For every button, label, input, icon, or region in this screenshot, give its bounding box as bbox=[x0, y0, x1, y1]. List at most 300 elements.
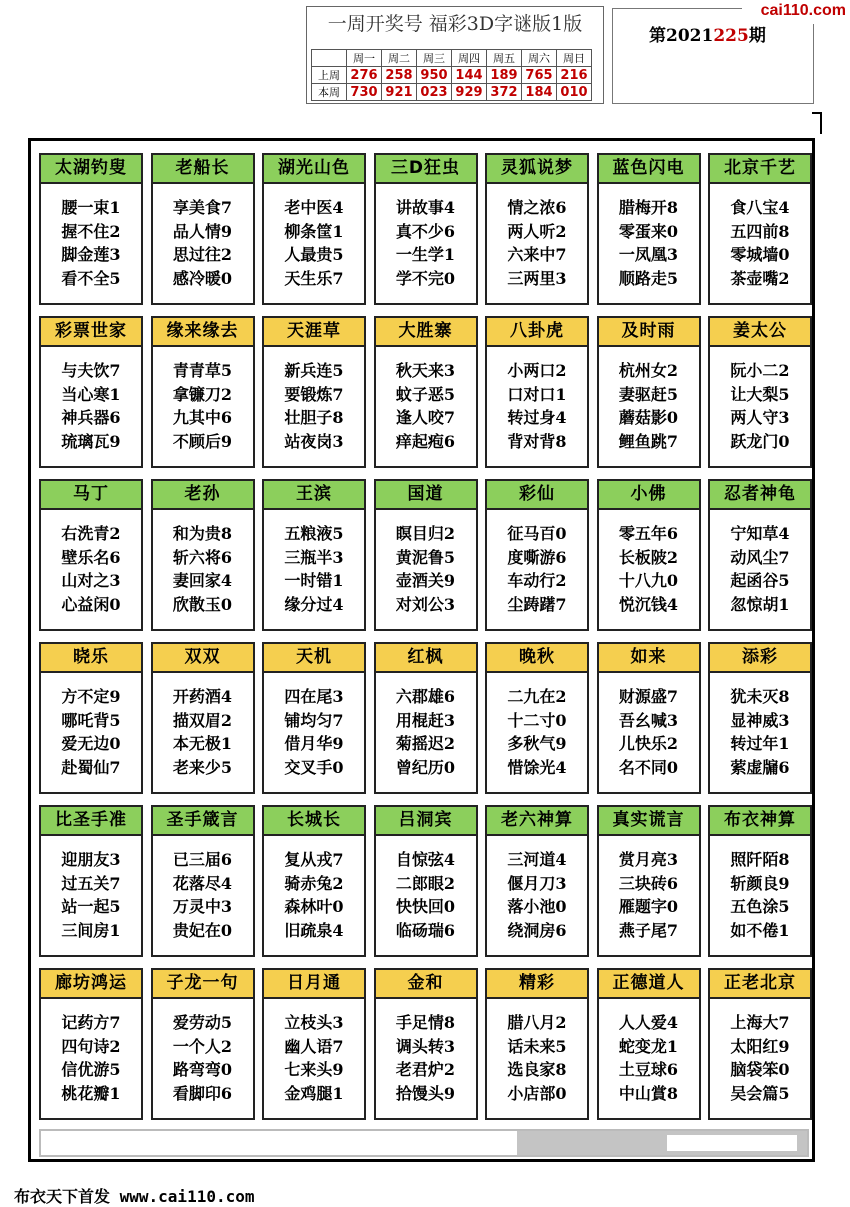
riddle-line: 征马百0 bbox=[507, 524, 567, 543]
riddle-line: 缘分过4 bbox=[284, 594, 344, 614]
riddle-line: 忽惊胡1 bbox=[730, 594, 790, 614]
riddle-line: 显神威3 bbox=[730, 710, 790, 730]
riddle-line: 四句诗2 bbox=[61, 1036, 121, 1056]
riddle-line: 选良家8 bbox=[507, 1060, 567, 1079]
day-label: 周一 bbox=[347, 50, 382, 67]
riddle-line: 一凤凰3 bbox=[618, 245, 679, 264]
riddle-line: 当心寒1 bbox=[61, 384, 121, 404]
riddle-lines bbox=[710, 347, 810, 453]
riddle-line: 快快回0 bbox=[395, 897, 456, 916]
riddle-line: 已三届6 bbox=[172, 850, 233, 869]
riddle-cell-title: 蓝色闪电 bbox=[599, 155, 699, 184]
riddle-line: 爱无边0 bbox=[61, 734, 121, 753]
riddle-line: 信优游5 bbox=[61, 1060, 121, 1079]
riddle-cell bbox=[597, 316, 701, 468]
riddle-lines bbox=[487, 999, 587, 1105]
last-week-label: 上周 bbox=[312, 67, 347, 84]
riddle-cell-title: 晚秋 bbox=[487, 644, 587, 673]
riddle-line: 赏月亮3 bbox=[618, 850, 679, 869]
riddle-line: 名不同0 bbox=[618, 757, 679, 777]
riddle-cell-title: 天涯草 bbox=[264, 318, 364, 347]
riddle-line: 十八九0 bbox=[618, 571, 679, 590]
riddle-line: 幽人语7 bbox=[284, 1036, 344, 1056]
riddle-lines bbox=[41, 184, 141, 290]
riddle-cell-title: 小佛 bbox=[599, 481, 699, 510]
riddle-cell bbox=[39, 479, 143, 631]
riddle-cell-title: 王滨 bbox=[264, 481, 364, 510]
draw-number: 144 bbox=[452, 67, 487, 84]
riddle-line: 背对背8 bbox=[507, 431, 567, 451]
riddle-line: 吴会篇5 bbox=[730, 1083, 790, 1103]
riddle-lines bbox=[41, 836, 141, 942]
day-label: 周三 bbox=[417, 50, 452, 67]
riddle-line: 蛇变龙1 bbox=[618, 1036, 679, 1056]
riddle-line: 口对口1 bbox=[507, 384, 567, 404]
riddle-line: 站夜岗3 bbox=[284, 431, 344, 451]
riddle-line: 让大梨5 bbox=[730, 384, 790, 404]
draw-number: 950 bbox=[417, 67, 452, 84]
riddle-line: 六来中7 bbox=[507, 245, 567, 264]
riddle-line: 妻驱赶5 bbox=[618, 384, 679, 404]
riddle-line: 九其中6 bbox=[172, 408, 233, 427]
riddle-line: 花落尽4 bbox=[172, 873, 233, 893]
riddle-line: 吾幺喊3 bbox=[618, 710, 679, 730]
riddle-line: 蚊子恶5 bbox=[395, 384, 456, 404]
riddle-lines bbox=[376, 184, 476, 290]
riddle-lines bbox=[376, 510, 476, 616]
riddle-cell bbox=[708, 479, 812, 631]
riddle-line: 真不少6 bbox=[395, 221, 456, 241]
riddle-line: 土豆球6 bbox=[618, 1060, 679, 1079]
issue-highlight: 225 bbox=[713, 26, 749, 46]
riddle-cell bbox=[485, 805, 589, 957]
riddle-lines bbox=[599, 347, 699, 453]
riddle-line: 中山賞8 bbox=[618, 1083, 679, 1103]
riddle-cell-title: 及时雨 bbox=[599, 318, 699, 347]
riddle-line: 上海大7 bbox=[730, 1013, 790, 1032]
riddle-lines bbox=[710, 673, 810, 779]
riddle-cell-title: 如来 bbox=[599, 644, 699, 673]
riddle-cell-title: 国道 bbox=[376, 481, 476, 510]
riddle-line: 情之浓6 bbox=[507, 198, 567, 217]
riddle-cell bbox=[374, 479, 478, 631]
riddle-line: 描双眉2 bbox=[172, 710, 233, 730]
riddle-cell-title: 忍者神龟 bbox=[710, 481, 810, 510]
riddle-line: 用棍赶3 bbox=[395, 710, 456, 730]
riddle-lines bbox=[376, 836, 476, 942]
riddle-line: 五粮液5 bbox=[284, 524, 344, 543]
issue-suffix: 期 bbox=[748, 26, 766, 46]
riddle-cell-title: 缘来缘去 bbox=[153, 318, 253, 347]
riddle-line: 山对之3 bbox=[61, 571, 121, 590]
bottom-bar bbox=[39, 1129, 809, 1157]
riddle-line: 燕子尾7 bbox=[618, 920, 679, 940]
riddle-line: 五色涂5 bbox=[730, 897, 790, 916]
riddle-cell-title: 精彩 bbox=[487, 970, 587, 999]
riddle-line: 贵妃在0 bbox=[172, 920, 233, 940]
riddle-line: 青青草5 bbox=[172, 361, 233, 380]
draw-number: 372 bbox=[487, 84, 522, 101]
draw-number: 189 bbox=[487, 67, 522, 84]
riddle-line: 要锻炼7 bbox=[284, 384, 344, 404]
riddle-cell-title: 正老北京 bbox=[710, 970, 810, 999]
draw-number: 765 bbox=[522, 67, 557, 84]
riddle-line: 看脚印6 bbox=[172, 1083, 233, 1103]
riddle-cell bbox=[597, 479, 701, 631]
riddle-line: 两人听2 bbox=[507, 221, 567, 241]
day-label: 周六 bbox=[522, 50, 557, 67]
riddle-cell-title: 老孙 bbox=[153, 481, 253, 510]
riddle-cell bbox=[485, 642, 589, 794]
riddle-board bbox=[28, 138, 815, 1162]
riddle-cell-title: 马丁 bbox=[41, 481, 141, 510]
riddle-cell bbox=[151, 642, 255, 794]
riddle-line: 复从戎7 bbox=[284, 850, 344, 869]
riddle-line: 动风尘7 bbox=[730, 547, 790, 567]
riddle-line: 思过往2 bbox=[172, 245, 233, 264]
riddle-line: 尘踌躇7 bbox=[507, 594, 567, 614]
riddle-line: 琉璃瓦9 bbox=[61, 431, 121, 451]
riddle-line: 交叉手0 bbox=[284, 757, 344, 777]
riddle-cell-title: 大胜寨 bbox=[376, 318, 476, 347]
issue-prefix: 第2021 bbox=[649, 26, 714, 46]
riddle-line: 斩颜良9 bbox=[730, 873, 790, 893]
riddle-line: 方不定9 bbox=[61, 687, 121, 706]
riddle-line: 享美食7 bbox=[172, 198, 233, 217]
riddle-line: 痒起疱6 bbox=[395, 431, 456, 451]
riddle-line: 多秋气9 bbox=[507, 734, 567, 753]
riddle-cell bbox=[485, 153, 589, 305]
riddle-line: 一时错1 bbox=[284, 571, 344, 590]
riddle-cell-title: 三D狂虫 bbox=[376, 155, 476, 184]
riddle-line: 起函谷5 bbox=[730, 571, 790, 590]
day-label: 周四 bbox=[452, 50, 487, 67]
riddle-line: 食八宝4 bbox=[730, 198, 790, 217]
riddle-cell-title: 日月通 bbox=[264, 970, 364, 999]
riddle-cell-title: 圣手箴言 bbox=[153, 807, 253, 836]
riddle-cell bbox=[708, 316, 812, 468]
riddle-line: 逢人咬7 bbox=[395, 408, 456, 427]
riddle-line: 偃月刀3 bbox=[507, 873, 567, 893]
riddle-line: 腊梅开8 bbox=[618, 198, 679, 217]
riddle-cell bbox=[39, 805, 143, 957]
draw-number: 216 bbox=[557, 67, 592, 84]
riddle-line: 绕洞房6 bbox=[507, 920, 567, 940]
riddle-cell bbox=[374, 642, 478, 794]
riddle-line: 桃花瓣1 bbox=[61, 1083, 121, 1103]
riddle-line: 临砀瑞6 bbox=[395, 920, 456, 940]
riddle-line: 一生学1 bbox=[395, 245, 456, 264]
riddle-line: 借月华9 bbox=[284, 734, 344, 753]
riddle-line: 站一起5 bbox=[61, 897, 121, 916]
riddle-line: 秋天来3 bbox=[395, 361, 456, 380]
riddle-lines bbox=[487, 673, 587, 779]
riddle-line: 顺路走5 bbox=[618, 268, 679, 288]
riddle-cell bbox=[485, 479, 589, 631]
riddle-line: 照阡陌8 bbox=[730, 850, 790, 869]
riddle-cell-title: 灵狐说梦 bbox=[487, 155, 587, 184]
riddle-line: 拾馒头9 bbox=[395, 1083, 456, 1103]
riddle-cell bbox=[39, 153, 143, 305]
riddle-line: 鲤鱼跳7 bbox=[618, 431, 679, 451]
riddle-line: 森林叶0 bbox=[284, 897, 344, 916]
riddle-lines bbox=[487, 347, 587, 453]
riddle-lines bbox=[376, 999, 476, 1105]
riddle-line: 零蛋来0 bbox=[618, 221, 679, 241]
riddle-line: 天生乐7 bbox=[284, 268, 344, 288]
riddle-cell bbox=[485, 968, 589, 1120]
riddle-lines bbox=[710, 184, 810, 290]
riddle-lines bbox=[599, 673, 699, 779]
riddle-line: 欣散玉0 bbox=[172, 594, 233, 614]
riddle-line: 不顾后9 bbox=[172, 431, 233, 451]
corner-mark bbox=[812, 112, 822, 134]
riddle-lines bbox=[153, 347, 253, 453]
riddle-cell bbox=[262, 642, 366, 794]
riddle-cell bbox=[262, 479, 366, 631]
day-label: 周五 bbox=[487, 50, 522, 67]
riddle-line: 菊摇迟2 bbox=[395, 734, 456, 753]
riddle-lines bbox=[599, 510, 699, 616]
riddle-cell bbox=[374, 968, 478, 1120]
riddle-lines bbox=[376, 673, 476, 779]
riddle-cell-title: 老六神算 bbox=[487, 807, 587, 836]
riddle-line: 三瓶半3 bbox=[284, 547, 344, 567]
riddle-line: 立枝头3 bbox=[284, 1013, 344, 1032]
riddle-line: 黄泥鲁5 bbox=[395, 547, 456, 567]
riddle-cell-title: 真实谎言 bbox=[599, 807, 699, 836]
riddle-line: 与夫饮7 bbox=[61, 361, 121, 380]
riddle-line: 悦沉钱4 bbox=[618, 594, 679, 614]
draw-number: 276 bbox=[347, 67, 382, 84]
draw-number: 929 bbox=[452, 84, 487, 101]
riddle-line: 雁题字0 bbox=[618, 897, 679, 916]
riddle-cell bbox=[374, 153, 478, 305]
riddle-line: 长板陂2 bbox=[618, 547, 679, 567]
riddle-line: 宁知草4 bbox=[730, 524, 790, 543]
riddle-lines bbox=[41, 347, 141, 453]
riddle-cell bbox=[262, 968, 366, 1120]
riddle-line: 人最贵5 bbox=[284, 245, 344, 264]
corner-cell bbox=[312, 50, 347, 67]
riddle-lines bbox=[264, 347, 364, 453]
riddle-line: 杭州女2 bbox=[618, 361, 679, 380]
riddle-cell-title: 老船长 bbox=[153, 155, 253, 184]
riddle-cell-title: 红枫 bbox=[376, 644, 476, 673]
riddle-cell-title: 北京千艺 bbox=[710, 155, 810, 184]
riddle-line: 瞑目归2 bbox=[395, 524, 456, 543]
riddle-cell-title: 双双 bbox=[153, 644, 253, 673]
riddle-line: 手足情8 bbox=[395, 1013, 456, 1032]
riddle-cell bbox=[597, 805, 701, 957]
riddle-line: 腊八月2 bbox=[507, 1013, 567, 1032]
riddle-lines bbox=[599, 999, 699, 1105]
riddle-line: 零城墙0 bbox=[730, 245, 790, 264]
riddle-line: 万灵中3 bbox=[172, 897, 233, 916]
riddle-line: 度嘶游6 bbox=[507, 547, 567, 567]
riddle-cell-title: 子龙一句 bbox=[153, 970, 253, 999]
riddle-cell bbox=[151, 153, 255, 305]
riddle-cell bbox=[151, 316, 255, 468]
riddle-line: 开药酒4 bbox=[172, 687, 233, 706]
riddle-line: 哪吒背5 bbox=[61, 710, 121, 730]
riddle-cell bbox=[597, 153, 701, 305]
riddle-lines bbox=[264, 836, 364, 942]
riddle-lines bbox=[41, 673, 141, 779]
draw-numbers-table bbox=[311, 49, 592, 101]
riddle-lines bbox=[376, 347, 476, 453]
riddle-cell bbox=[151, 479, 255, 631]
riddle-cell-title: 长城长 bbox=[264, 807, 364, 836]
draw-number: 184 bbox=[522, 84, 557, 101]
riddle-line: 老中医4 bbox=[284, 198, 344, 217]
riddle-line: 本无极1 bbox=[172, 734, 233, 753]
riddle-line: 和为贵8 bbox=[172, 524, 233, 543]
riddle-line: 腰一束1 bbox=[61, 198, 121, 217]
riddle-lines bbox=[41, 510, 141, 616]
riddle-cell-title: 添彩 bbox=[710, 644, 810, 673]
riddle-cell-title: 晓乐 bbox=[41, 644, 141, 673]
riddle-cell bbox=[151, 805, 255, 957]
riddle-line: 惜馀光4 bbox=[507, 757, 567, 777]
riddle-line: 小两口2 bbox=[507, 361, 567, 380]
draw-number: 010 bbox=[557, 84, 592, 101]
riddle-line: 右洗青2 bbox=[61, 524, 121, 543]
riddle-lines bbox=[264, 673, 364, 779]
riddle-line: 旧疏泉4 bbox=[284, 920, 344, 940]
riddle-cell-title: 彩仙 bbox=[487, 481, 587, 510]
header-title: 一周开奖号 福彩3D字谜版1版 bbox=[327, 13, 583, 35]
riddle-line: 脑袋笨0 bbox=[730, 1060, 790, 1079]
this-week-label: 本周 bbox=[312, 84, 347, 101]
riddle-cell bbox=[374, 805, 478, 957]
riddle-line: 调头转3 bbox=[395, 1036, 456, 1056]
riddle-cell bbox=[708, 153, 812, 305]
riddle-line: 茶壶嘴2 bbox=[730, 268, 790, 288]
riddle-line: 曾纪历0 bbox=[395, 757, 456, 777]
riddle-line: 脚金莲3 bbox=[61, 245, 121, 264]
days-row bbox=[312, 50, 592, 67]
riddle-line: 一个人2 bbox=[172, 1036, 233, 1056]
riddle-line: 心益闲0 bbox=[61, 594, 121, 614]
riddle-line: 壁乐名6 bbox=[61, 547, 121, 567]
riddle-lines bbox=[487, 184, 587, 290]
riddle-line: 迎朋友3 bbox=[61, 850, 121, 869]
riddle-line: 四在尾3 bbox=[284, 687, 344, 706]
footer-text: 布衣天下首发 www.cai110.com bbox=[14, 1187, 255, 1206]
riddle-lines bbox=[41, 999, 141, 1105]
riddle-line: 路弯弯0 bbox=[172, 1060, 233, 1079]
draw-number: 921 bbox=[382, 84, 417, 101]
riddle-line: 赴蜀仙7 bbox=[61, 757, 121, 777]
riddle-line: 讲故事4 bbox=[395, 198, 456, 217]
riddle-line: 如不倦1 bbox=[730, 920, 790, 940]
riddle-cell bbox=[39, 968, 143, 1120]
riddle-line: 感冷暖0 bbox=[172, 268, 233, 288]
riddle-cell-title: 彩票世家 bbox=[41, 318, 141, 347]
riddle-lines bbox=[264, 510, 364, 616]
riddle-cell-title: 吕洞宾 bbox=[376, 807, 476, 836]
riddle-line: 六郡雄6 bbox=[395, 687, 456, 706]
riddle-lines bbox=[264, 999, 364, 1105]
riddle-line: 十二寸0 bbox=[507, 710, 567, 730]
riddle-line: 儿快乐2 bbox=[618, 734, 679, 753]
riddle-lines bbox=[710, 836, 810, 942]
riddle-line: 零五年6 bbox=[618, 524, 679, 543]
riddle-line: 壮胆子8 bbox=[284, 408, 344, 427]
riddle-cell bbox=[708, 642, 812, 794]
site-logo: cai110.com bbox=[742, 2, 850, 24]
riddle-cell bbox=[262, 153, 366, 305]
riddle-cell bbox=[262, 316, 366, 468]
riddle-cell-title: 八卦虎 bbox=[487, 318, 587, 347]
riddle-cell bbox=[597, 642, 701, 794]
riddle-cell-title: 布衣神算 bbox=[710, 807, 810, 836]
riddle-line: 财源盛7 bbox=[618, 687, 679, 706]
riddle-lines bbox=[710, 510, 810, 616]
riddle-line: 萦虚牖6 bbox=[730, 757, 790, 777]
riddle-lines bbox=[153, 510, 253, 616]
riddle-line: 斩六将6 bbox=[172, 547, 233, 567]
riddle-line: 新兵连5 bbox=[284, 361, 344, 380]
riddle-line: 五四前8 bbox=[730, 221, 790, 241]
riddle-line: 看不全5 bbox=[61, 268, 121, 288]
riddle-line: 自惊弦4 bbox=[395, 850, 456, 869]
riddle-grid bbox=[39, 153, 812, 1120]
riddle-line: 车动行2 bbox=[507, 571, 567, 590]
issue-number bbox=[649, 21, 766, 46]
riddle-line: 三河道4 bbox=[507, 850, 567, 869]
riddle-line: 握不住2 bbox=[61, 221, 121, 241]
last-week-row bbox=[312, 67, 592, 84]
riddle-line: 蘑菇影0 bbox=[618, 408, 679, 427]
riddle-cell bbox=[39, 316, 143, 468]
riddle-cell bbox=[708, 968, 812, 1120]
riddle-line: 二九在2 bbox=[507, 687, 567, 706]
riddle-line: 七来头9 bbox=[284, 1060, 344, 1079]
riddle-cell bbox=[262, 805, 366, 957]
riddle-cell bbox=[151, 968, 255, 1120]
riddle-line: 三两里3 bbox=[507, 268, 567, 288]
riddle-line: 转过年1 bbox=[730, 734, 790, 753]
riddle-cell-title: 金和 bbox=[376, 970, 476, 999]
riddle-cell-title: 正德道人 bbox=[599, 970, 699, 999]
riddle-cell-title: 湖光山色 bbox=[264, 155, 364, 184]
riddle-line: 记药方7 bbox=[61, 1013, 121, 1032]
riddle-line: 两人守3 bbox=[730, 408, 790, 427]
riddle-cell-title: 廊坊鸿运 bbox=[41, 970, 141, 999]
riddle-line: 小店部0 bbox=[507, 1083, 567, 1103]
riddle-line: 人人爱4 bbox=[618, 1013, 679, 1032]
riddle-line: 落小池0 bbox=[507, 897, 567, 916]
riddle-lines bbox=[599, 836, 699, 942]
riddle-line: 爱劳动5 bbox=[172, 1013, 233, 1032]
riddle-line: 二郎眼2 bbox=[395, 873, 456, 893]
riddle-cell-title: 比圣手准 bbox=[41, 807, 141, 836]
riddle-lines bbox=[264, 184, 364, 290]
day-label: 周二 bbox=[382, 50, 417, 67]
riddle-line: 老来少5 bbox=[172, 757, 233, 777]
riddle-lines bbox=[487, 510, 587, 616]
riddle-lines bbox=[710, 999, 810, 1105]
riddle-line: 对刘公3 bbox=[395, 594, 456, 614]
riddle-line: 跃龙门0 bbox=[730, 431, 790, 451]
riddle-line: 老君炉2 bbox=[395, 1060, 456, 1079]
riddle-lines bbox=[153, 673, 253, 779]
riddle-line: 学不完0 bbox=[395, 268, 456, 288]
riddle-line: 阮小二2 bbox=[730, 361, 790, 380]
draw-numbers-panel bbox=[306, 6, 604, 104]
